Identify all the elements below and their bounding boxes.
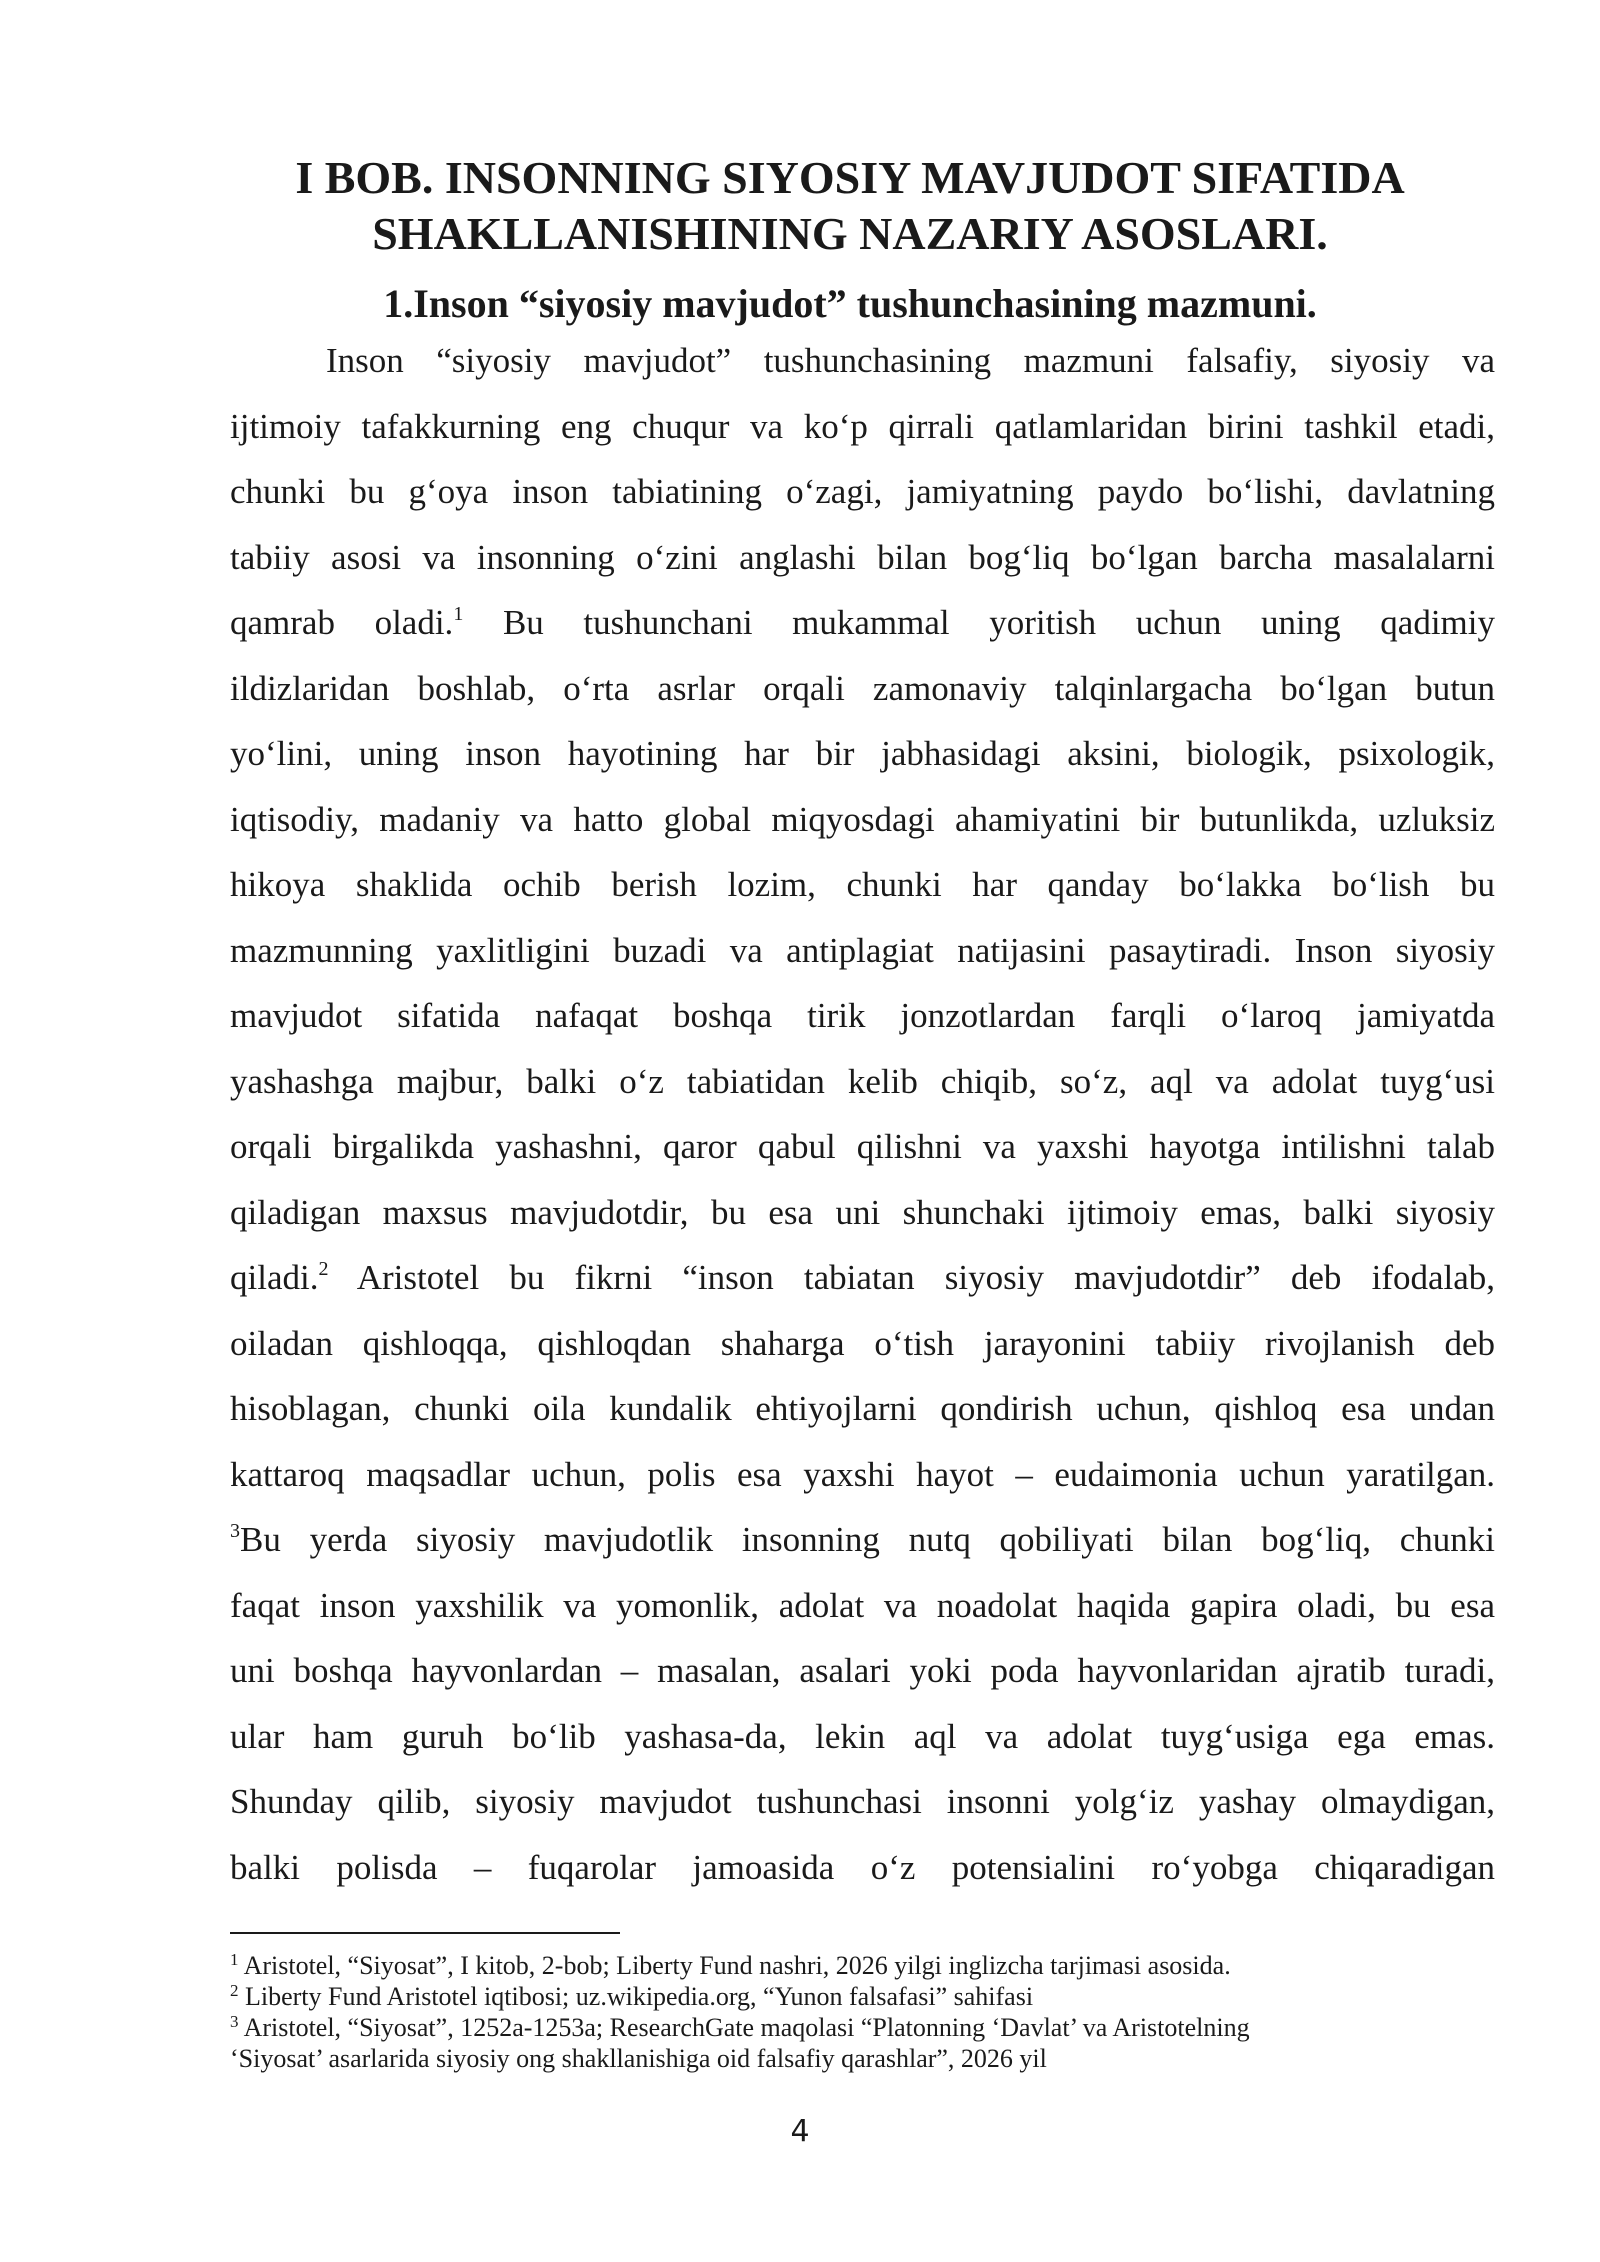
body-line-7: yoʻlini, uning inson hayotining har bir jabhasidagi aksini, biologik, psixologik, bbox=[230, 734, 1495, 773]
body-paragraph bbox=[230, 328, 1495, 1900]
footnote-reference-1[interactable]: 1 bbox=[453, 603, 464, 625]
footnote-reference-3[interactable]: 3 bbox=[230, 1520, 240, 1542]
footnote-3-continuation: ‘Siyosat’ asarlarida siyosiy ong shakllanishiga oid falsafiy qarashlar”, 2026 yil bbox=[230, 2044, 1047, 2073]
body-line-20: faqat inson yaxshilik va yomonlik, adolat va noadolat haqida gapira oladi, bu esa bbox=[230, 1585, 1495, 1625]
body-line-9: hikoya shaklida ochib berish lozim, chunki har qanday boʻlakka boʻlish bu bbox=[230, 865, 1495, 904]
footnote-2-text: Liberty Fund Aristotel iqtibosi; uz.wikipedia.org, “Yunon falsafasi” sahifasi bbox=[238, 1982, 1034, 2011]
footnote-separator bbox=[230, 1932, 620, 1934]
footnote-3 bbox=[230, 2012, 1495, 2043]
body-line-19-text: Bu yerda siyosiy mavjudotlik insonning nutq qobiliyati bilan bogʻliq, chunki bbox=[240, 1520, 1495, 1559]
body-line-1: Inson “siyosiy mavjudot” tushunchasining mazmuni falsafiy, siyosiy va bbox=[326, 341, 1495, 380]
body-line-17: hisoblagan, chunki oila kundalik ehtiyojlarni qondirish uchun, qishloq esa undan bbox=[230, 1389, 1495, 1428]
body-line-16: oiladan qishloqqa, qishloqdan shaharga oʻtish jarayonini tabiiy rivojlanish deb bbox=[230, 1323, 1495, 1363]
footnote-2 bbox=[230, 1981, 1495, 2012]
body-line-5-end: Bu tushunchani mukammal yoritish uchun uning qadimiy bbox=[502, 603, 1496, 642]
body-line-15-start: qiladi. bbox=[230, 1258, 319, 1297]
body-line-22: ular ham guruh boʻlib yashasa-da, lekin aql va adolat tuygʻusiga ega emas. bbox=[230, 1716, 1495, 1756]
body-line-6: ildizlaridan boshlab, oʻrta asrlar orqali zamonaviy talqinlargacha boʻlgan butun bbox=[230, 668, 1495, 708]
footnote-1-text: Aristotel, “Siyosat”, I kitob, 2-bob; Liberty Fund nashri, 2026 yilgi inglizcha tarjimasi asosida. bbox=[238, 1951, 1231, 1980]
body-line-11: mavjudot sifatida nafaqat boshqa tirik jonzotlardan farqli oʻlaroq jamiyatda bbox=[230, 996, 1495, 1035]
body-line-5-start: qamrab oladi. bbox=[230, 603, 454, 642]
body-line-2: ijtimoiy tafakkurning eng chuqur va koʻp qirrali qatlamlaridan birini tashkil etadi, bbox=[230, 406, 1495, 446]
footnotes bbox=[230, 1950, 1495, 2074]
body-line-13: orqali birgalikda yashashni, qaror qabul qilishni va yaxshi hayotga intilishni talab bbox=[230, 1127, 1495, 1166]
body-line-19 bbox=[230, 1507, 1495, 1573]
footnote-2-marker: 2 bbox=[230, 1981, 239, 2000]
footnote-1-marker: 1 bbox=[230, 1950, 239, 1969]
body-line-5 bbox=[230, 590, 1495, 656]
body-line-14: qiladigan maxsus mavjudotdir, bu esa uni shunchaki ijtimoiy emas, balki siyosiy bbox=[230, 1192, 1495, 1232]
body-line-10: mazmunning yaxlitligini buzadi va antiplagiat natijasini pasaytiradi. Inson siyosiy bbox=[230, 930, 1495, 970]
body-line-3: chunki bu gʻoya inson tabiatining oʻzagi, jamiyatning paydo boʻlishi, davlatning bbox=[230, 472, 1495, 511]
chapter-title-line-1: I BOB. INSONNING SIYOSIY MAVJUDOT SIFATIDA bbox=[295, 152, 1405, 203]
body-line-24: balki polisda – fuqarolar jamoasida oʻz potensialini roʻyobga chiqaradigan bbox=[230, 1847, 1495, 1887]
body-line-15-end: Aristotel bu fikrni “inson tabiatan siyosiy mavjudotdir” deb ifodalab, bbox=[356, 1258, 1495, 1297]
chapter-title bbox=[200, 150, 1500, 262]
body-line-23: Shunday qilib, siyosiy mavjudot tushunchasi insonni yolgʻiz yashay olmaydigan, bbox=[230, 1782, 1495, 1821]
footnote-3-text: Aristotel, “Siyosat”, 1252a-1253a; ResearchGate maqolasi “Platonning ‘Davlat’ va Aristotelning bbox=[238, 2013, 1250, 2042]
body-line-15 bbox=[230, 1245, 1495, 1311]
footnote-reference-2[interactable]: 2 bbox=[318, 1258, 329, 1280]
section-title: 1.Inson “siyosiy mavjudot” tushunchasining mazmuni. bbox=[383, 281, 1317, 326]
chapter-title-line-2: SHAKLLANISHINING NAZARIY ASOSLARI. bbox=[372, 208, 1328, 259]
page-number: 4 bbox=[790, 2114, 810, 2149]
body-line-4: tabiiy asosi va insonning oʻzini anglashi bilan bogʻliq boʻlgan barcha masalalarni bbox=[230, 537, 1495, 577]
footnote-1 bbox=[230, 1950, 1495, 1981]
footnote-3-marker: 3 bbox=[230, 2012, 239, 2031]
body-line-12: yashashga majbur, balki oʻz tabiatidan kelib chiqib, soʻz, aql va adolat tuygʻusi bbox=[230, 1061, 1495, 1101]
body-line-18: kattaroq maqsadlar uchun, polis esa yaxshi hayot – eudaimonia uchun yaratilgan. bbox=[230, 1454, 1495, 1494]
body-line-21: uni boshqa hayvonlardan – masalan, asalari yoki poda hayvonlaridan ajratib turadi, bbox=[230, 1651, 1495, 1690]
body-line-8: iqtisodiy, madaniy va hatto global miqyosdagi ahamiyatini bir butunlikda, uzluksiz bbox=[230, 799, 1495, 839]
